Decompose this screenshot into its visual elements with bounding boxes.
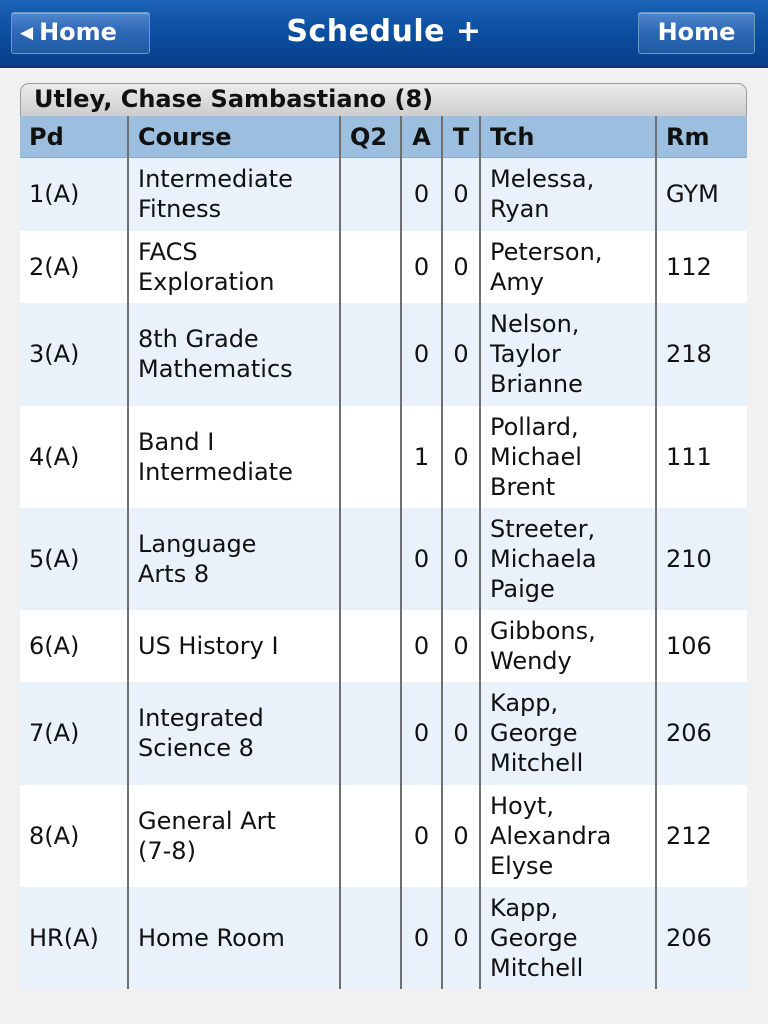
- table-row[interactable]: [20, 610, 747, 682]
- table-row[interactable]: [20, 231, 747, 303]
- period-cell: 6(A): [20, 610, 128, 682]
- room-cell: 112: [656, 231, 747, 303]
- period-cell: 2(A): [20, 231, 128, 303]
- teacher-cell: [480, 406, 656, 508]
- tardies-cell: 0: [442, 508, 480, 610]
- navigation-bar: [0, 0, 768, 68]
- q2-grade-cell: [340, 785, 401, 887]
- teacher-cell-line: Elyse: [490, 851, 554, 880]
- course-cell: [128, 682, 340, 785]
- teacher-cell-line: Alexandra: [490, 821, 612, 850]
- teacher-cell-line: Peterson,: [490, 237, 603, 266]
- period-cell: 3(A): [20, 303, 128, 406]
- absences-cell: 0: [401, 508, 442, 610]
- page-title: Schedule +: [286, 14, 482, 49]
- teacher-cell: [480, 887, 656, 989]
- room-cell: 218: [656, 303, 747, 406]
- schedule-panel: [20, 83, 747, 988]
- course-cell-line: Language: [138, 529, 257, 558]
- table-row[interactable]: [20, 158, 747, 231]
- table-row[interactable]: [20, 508, 747, 610]
- absences-cell: 0: [401, 682, 442, 785]
- q2-grade-cell: [340, 406, 401, 508]
- course-cell: [128, 158, 340, 231]
- teacher-cell-line: Taylor: [490, 340, 561, 368]
- course-cell-line: Exploration: [138, 267, 275, 296]
- absences-cell: 0: [401, 231, 442, 303]
- period-cell: 1(A): [20, 158, 128, 231]
- schedule-header-row: [20, 116, 747, 158]
- column-header-teacher: Tch: [480, 116, 656, 158]
- course-cell: [128, 610, 340, 682]
- room-cell: 206: [656, 682, 747, 785]
- period-cell: HR(A): [20, 887, 128, 989]
- teacher-cell: [480, 508, 656, 610]
- course-cell: [128, 887, 340, 989]
- tardies-cell: 0: [442, 887, 480, 989]
- q2-grade-cell: [340, 231, 401, 303]
- column-header-course: Course: [128, 116, 340, 158]
- course-cell-line: Band I: [138, 427, 215, 456]
- student-name-header: Utley, Chase Sambastiano (8): [20, 83, 747, 116]
- teacher-cell-line: Wendy: [490, 646, 572, 675]
- q2-grade-cell: [340, 610, 401, 682]
- teacher-cell-line: Michaela: [490, 544, 597, 573]
- period-cell: 8(A): [20, 785, 128, 887]
- schedule-table: [20, 116, 747, 989]
- table-row[interactable]: [20, 887, 747, 989]
- room-cell: 210: [656, 508, 747, 610]
- back-arrow-icon: ◀: [20, 23, 34, 43]
- absences-cell: 0: [401, 158, 442, 231]
- course-cell-line: 8th Grade: [138, 325, 259, 353]
- course-cell-line: Intermediate: [138, 165, 293, 194]
- schedule-body: [20, 158, 747, 989]
- q2-grade-cell: [340, 508, 401, 610]
- course-cell: [128, 508, 340, 610]
- table-row[interactable]: [20, 303, 747, 406]
- teacher-cell: [480, 303, 656, 406]
- table-row[interactable]: [20, 406, 747, 508]
- teacher-cell-line: Kapp,: [490, 893, 559, 922]
- teacher-cell-line: Melessa,: [490, 165, 595, 194]
- teacher-cell: [480, 158, 656, 231]
- teacher-cell-line: Mitchell: [490, 749, 584, 777]
- teacher-cell-line: Nelson,: [490, 310, 580, 338]
- period-cell: 5(A): [20, 508, 128, 610]
- tardies-cell: 0: [442, 231, 480, 303]
- teacher-cell-line: Hoyt,: [490, 791, 554, 820]
- room-cell: 106: [656, 610, 747, 682]
- home-button[interactable]: [638, 12, 755, 54]
- teacher-cell-line: Paige: [490, 574, 555, 603]
- home-button-label: Home: [657, 18, 736, 46]
- course-cell: [128, 231, 340, 303]
- course-cell-line: (7-8): [138, 836, 196, 865]
- home-back-button-label: Home: [39, 18, 117, 46]
- room-cell: 212: [656, 785, 747, 887]
- teacher-cell-line: Michael: [490, 442, 582, 471]
- course-cell-line: Home Room: [138, 923, 285, 952]
- course-cell-line: US History I: [138, 631, 279, 660]
- q2-grade-cell: [340, 303, 401, 406]
- course-cell-line: Intermediate: [138, 457, 293, 486]
- teacher-cell: [480, 610, 656, 682]
- tardies-cell: 0: [442, 158, 480, 231]
- tardies-cell: 0: [442, 785, 480, 887]
- teacher-cell-line: Brent: [490, 472, 556, 501]
- teacher-cell-line: Mitchell: [490, 953, 584, 982]
- column-header-absences: A: [401, 116, 442, 158]
- course-cell: [128, 303, 340, 406]
- course-cell: [128, 406, 340, 508]
- teacher-cell: [480, 785, 656, 887]
- tardies-cell: 0: [442, 406, 480, 508]
- teacher-cell-line: Kapp,: [490, 689, 559, 717]
- room-cell: 111: [656, 406, 747, 508]
- teacher-cell-line: Brianne: [490, 370, 583, 398]
- course-cell-line: Mathematics: [138, 355, 293, 383]
- room-cell: GYM: [656, 158, 747, 231]
- teacher-cell-line: George: [490, 923, 578, 952]
- absences-cell: 0: [401, 610, 442, 682]
- course-cell-line: Integrated: [138, 704, 264, 732]
- absences-cell: 0: [401, 887, 442, 989]
- q2-grade-cell: [340, 887, 401, 989]
- room-cell: 206: [656, 887, 747, 989]
- teacher-cell-line: Amy: [490, 267, 544, 296]
- period-cell: 7(A): [20, 682, 128, 785]
- q2-grade-cell: [340, 158, 401, 231]
- absences-cell: 0: [401, 303, 442, 406]
- table-row[interactable]: [20, 682, 747, 785]
- teacher-cell-line: Pollard,: [490, 412, 579, 441]
- teacher-cell-line: Ryan: [490, 195, 550, 224]
- q2-grade-cell: [340, 682, 401, 785]
- column-header-period: Pd: [20, 116, 128, 158]
- course-cell-line: Fitness: [138, 195, 222, 224]
- teacher-cell: [480, 682, 656, 785]
- teacher-cell-line: George: [490, 719, 578, 747]
- teacher-cell: [480, 231, 656, 303]
- absences-cell: 0: [401, 785, 442, 887]
- course-cell-line: Arts 8: [138, 559, 210, 588]
- course-cell-line: FACS: [138, 237, 198, 266]
- tardies-cell: 0: [442, 303, 480, 406]
- course-cell-line: General Art: [138, 806, 276, 835]
- course-cell-line: Science 8: [138, 734, 254, 762]
- column-header-tardies: T: [442, 116, 480, 158]
- column-header-room: Rm: [656, 116, 747, 158]
- course-cell: [128, 785, 340, 887]
- teacher-cell-line: Streeter,: [490, 514, 596, 543]
- tardies-cell: 0: [442, 682, 480, 785]
- column-header-q2: Q2: [340, 116, 401, 158]
- period-cell: 4(A): [20, 406, 128, 508]
- teacher-cell-line: Gibbons,: [490, 616, 596, 645]
- absences-cell: 1: [401, 406, 442, 508]
- table-row[interactable]: [20, 785, 747, 887]
- tardies-cell: 0: [442, 610, 480, 682]
